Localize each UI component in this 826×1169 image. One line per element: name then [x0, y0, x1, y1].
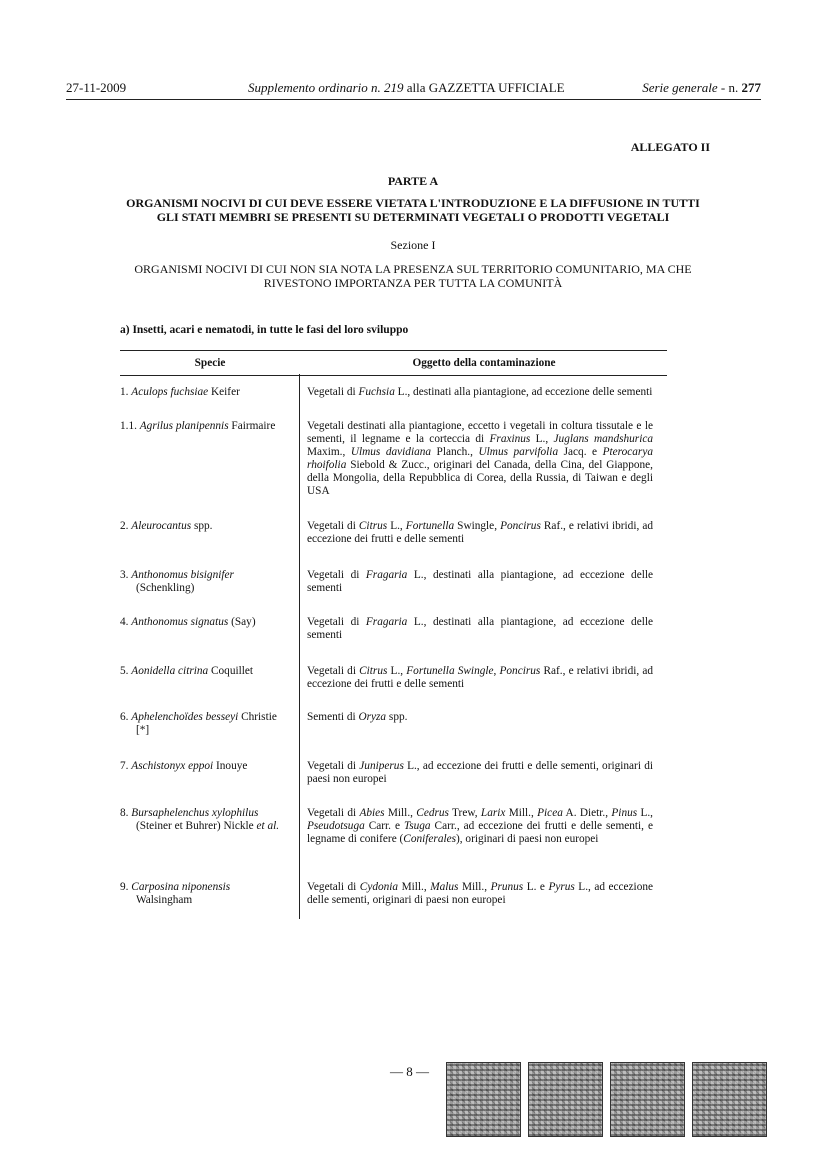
species-author-cont: Walsingham	[136, 894, 193, 906]
allegato-label: ALLEGATO II	[630, 140, 710, 154]
header-series	[642, 80, 761, 96]
parte-heading: PARTE A	[387, 174, 439, 188]
barcode-image	[446, 1062, 521, 1137]
contamination-object-cell: Vegetali di Fragaria L., destinati alla piantagione, ad eccezione delle sementi	[307, 569, 653, 594]
contamination-object-cell: Vegetali destinati alla piantagione, eccetto i vegetali in coltura tissutale e le sementi, il legname e la corteccia di Fraxinus L., Juglans mandshurica Maxim., Ulmus davidiana Planch., Ulmus parvifolia Jacq. e Pterocarya rhoifolia Siebold & Zucc., originari del Canada, della Cina, del Giappone, della Mongolia, della Repubblica di Corea, della Russia, di Taiwan e degli USA	[307, 420, 653, 497]
species-author: Coquillet	[208, 665, 254, 677]
species-cell	[120, 881, 295, 907]
column-divider	[299, 374, 300, 919]
species-number: 4.	[120, 616, 132, 628]
header-gazette: alla GAZZETTA UFFICIALE	[403, 80, 565, 95]
species-name: Aculops fuchsiae	[131, 386, 209, 398]
species-author: Inouye	[213, 760, 248, 772]
document-title: ORGANISMI NOCIVI DI CUI DEVE ESSERE VIETATA L'INTRODUZIONE E LA DIFFUSIONE IN TUTTI GLI STATI MEMBRI SE PRESENTI SU DETERMINATI VEGETALI O PRODOTTI VEGETALI	[126, 196, 700, 224]
species-cell	[120, 616, 295, 629]
species-cell	[120, 807, 295, 833]
species-name: Aleurocantus	[131, 520, 192, 532]
species-cell	[120, 665, 295, 678]
header-rule	[66, 99, 761, 100]
contamination-object-cell: Vegetali di Abies Mill., Cedrus Trew, Larix Mill., Picea A. Dietr., Pinus L., Pseudotsuga Carr. e Tsuga Carr., ad eccezione dei frutti e delle sementi, e legname di conifere (Coniferales), originari di paesi non europei	[307, 807, 654, 845]
contamination-object-cell: Vegetali di Citrus L., Fortunella Swingle, Poncirus Raf., e relativi ibridi, ad eccezione dei frutti e delle sementi	[307, 665, 654, 690]
species-author: Keifer	[208, 386, 240, 398]
barcode-image	[610, 1062, 685, 1137]
species-author-cont: (Steiner et Buhrer) Nickle et al.	[136, 820, 280, 832]
sezione-heading: Sezione I	[390, 238, 436, 252]
species-name: Carposina niponensis	[131, 881, 231, 893]
species-number: 8.	[120, 807, 132, 819]
contamination-object-cell: Vegetali di Fuchsia L., destinati alla piantagione, ad eccezione delle sementi	[307, 386, 653, 398]
barcode-image	[528, 1062, 603, 1137]
species-name: Anthonomus bisignifer	[131, 569, 234, 581]
species-name: Aschistonyx eppoi	[131, 760, 214, 772]
species-cell	[120, 386, 295, 399]
species-number: 1.1.	[120, 420, 140, 432]
species-name: Anthonomus signatus	[131, 616, 229, 628]
species-number: 2.	[120, 520, 132, 532]
column-header-specie: Specie	[194, 357, 226, 369]
species-number: 6.	[120, 711, 132, 723]
species-name: Aphelenchoïdes besseyi	[131, 711, 239, 723]
header-supplement: Supplemento ordinario n. 219	[248, 80, 404, 95]
header-series-sep: - n.	[717, 80, 742, 95]
header-date: 27-11-2009	[66, 80, 127, 95]
contamination-object-cell: Vegetali di Citrus L., Fortunella Swingle, Poncirus Raf., e relativi ibridi, ad eccezione dei frutti e delle sementi	[307, 520, 653, 545]
species-cell	[120, 420, 295, 433]
header-publication	[248, 80, 565, 96]
barcode-strip	[446, 1062, 768, 1137]
species-author: (Say)	[228, 616, 256, 628]
section-a-heading: a) Insetti, acari e nematodi, in tutte le fasi del loro sviluppo	[120, 324, 409, 336]
column-header-oggetto: Oggetto della contaminazione	[412, 357, 556, 369]
barcode-image	[692, 1062, 767, 1137]
species-number: 1.	[120, 386, 132, 398]
organisms-table	[120, 350, 667, 906]
species-author: Christie	[238, 711, 277, 723]
species-name: Agrilus planipennis	[139, 420, 229, 432]
species-cell	[120, 711, 295, 737]
species-author: Fairmaire	[228, 420, 276, 432]
species-number: 3.	[120, 569, 132, 581]
header-series-number: 277	[741, 80, 761, 95]
species-author-cont: [*]	[136, 724, 150, 736]
species-name: Aonidella citrina	[131, 665, 209, 677]
species-cell	[120, 569, 295, 595]
contamination-object-cell: Vegetali di Juniperus L., ad eccezione dei frutti e delle sementi, originari di paesi non europei	[307, 760, 653, 785]
species-name: Bursaphelenchus xylophilus	[131, 807, 259, 819]
header-series-label: Serie generale	[642, 80, 718, 95]
species-number: 7.	[120, 760, 132, 772]
contamination-object-cell: Vegetali di Fragaria L., destinati alla piantagione, ad eccezione delle sementi	[307, 616, 653, 641]
page-header	[66, 80, 761, 96]
page-number: — 8 —	[390, 1064, 429, 1079]
species-author: spp.	[191, 520, 213, 532]
species-cell	[120, 520, 295, 533]
species-number: 5.	[120, 665, 132, 677]
species-cell	[120, 760, 295, 773]
species-number: 9.	[120, 881, 132, 893]
contamination-object-cell: Vegetali di Cydonia Mill., Malus Mill., Prunus L. e Pyrus L., ad eccezione delle sementi, originari di paesi non europei	[307, 881, 654, 906]
species-author-cont: (Schenkling)	[136, 582, 195, 594]
contamination-object-cell: Sementi di Oryza spp.	[307, 711, 408, 723]
section-subtitle: ORGANISMI NOCIVI DI CUI NON SIA NOTA LA PRESENZA SUL TERRITORIO COMUNITARIO, MA CHE RIVESTONO IMPORTANZA PER TUTTA LA COMUNITÀ	[134, 262, 692, 290]
table-header	[120, 350, 667, 376]
